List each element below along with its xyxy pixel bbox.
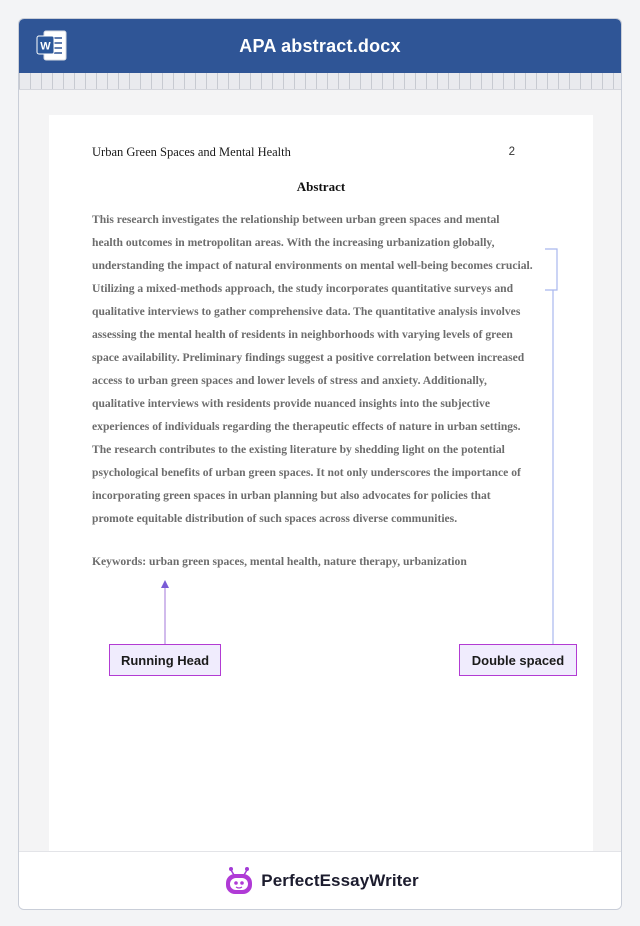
document-page <box>49 115 593 851</box>
abstract-line: qualitative interviews to gather comprehensive data. The quantitative analysis involves <box>92 305 521 318</box>
abstract-line: Utilizing a mixed-methods approach, the study incorporates quantitative surveys and <box>92 282 514 295</box>
abstract-line: This research investigates the relationship between urban green spaces and mental <box>92 213 500 226</box>
ruler <box>19 73 621 90</box>
abstract-line: promote equitable distribution of such spaces across diverse communities. <box>92 512 458 525</box>
svg-text:W: W <box>40 40 51 53</box>
abstract-heading: Abstract <box>296 179 346 194</box>
running-head-callout <box>109 644 221 676</box>
double-spaced-callout-label: Double spaced <box>471 652 565 668</box>
abstract-line: access to urban green spaces and lower levels of stress and anxiety. Additionally, <box>92 374 487 387</box>
running-head: Urban Green Spaces and Mental Health <box>92 145 291 159</box>
word-document-icon <box>35 30 69 62</box>
keywords: Keywords: urban green spaces, mental health, nature therapy, urbanization <box>92 555 467 568</box>
running-head-callout-label: Running Head <box>120 652 210 668</box>
abstract-line: qualitative interviews with residents provide nuanced insights into the subjective <box>92 397 490 410</box>
abstract-body <box>92 208 557 530</box>
abstract-line: The research contributes to the existing literature by shedding light on the potential <box>92 443 505 456</box>
document-window <box>18 18 622 910</box>
abstract-line: incorporating green spaces in urban planning but also advocates for policies that <box>92 489 491 502</box>
footer <box>19 851 622 909</box>
abstract-line: psychological benefits of urban green spaces. It not only underscores the importance of <box>92 466 521 479</box>
robot-logo-icon <box>223 866 255 896</box>
page-number: 2 <box>508 146 515 158</box>
brand-name: PerfectEssayWriter <box>261 870 419 890</box>
abstract-line: experiences of individuals regarding the therapeutic effects of nature in urban settings. <box>92 420 521 433</box>
double-spaced-callout <box>459 644 577 676</box>
abstract-line: understanding the impact of natural environments on mental well-being becomes crucial. <box>92 259 533 272</box>
title-bar <box>19 19 621 73</box>
abstract-line: assessing the mental health of residents in neighborhoods with varying levels of green <box>92 328 513 341</box>
abstract-line: health outcomes in metropolitan areas. With the increasing urbanization globally, <box>92 236 495 249</box>
abstract-line: space availability. Preliminary findings suggest a positive correlation between increased <box>92 351 525 364</box>
document-title: APA abstract.docx <box>239 35 401 56</box>
